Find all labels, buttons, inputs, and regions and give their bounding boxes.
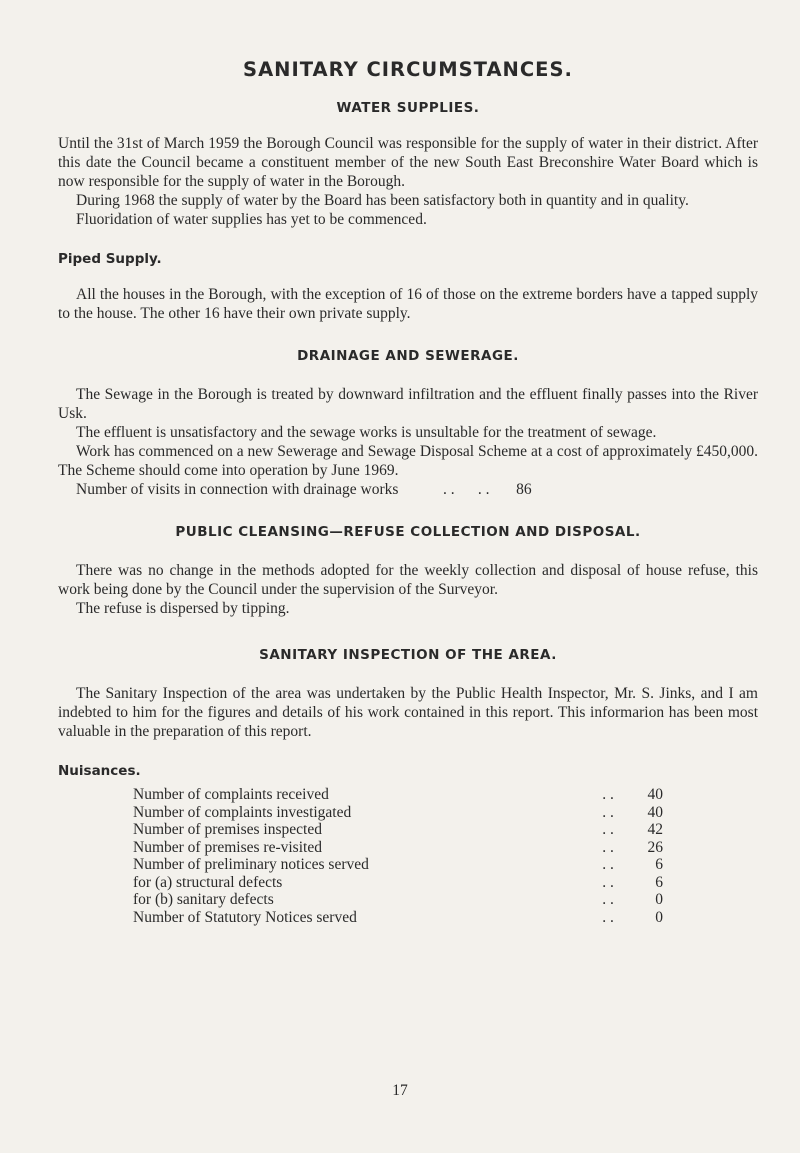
- nuisance-dots: . .: [602, 908, 614, 926]
- inspection-paragraph: The Sanitary Inspection of the area was undertaken by the Public Health Inspector, Mr. S. Jinks, and I am indebted to him for the figures and details of his work contained in this report. This informarion has been most valuable in the preparation of this report.: [58, 685, 758, 740]
- water-paragraph-3: Fluoridation of water supplies has yet to be commenced.: [76, 211, 427, 228]
- drainage-visits-dots: . . . .: [443, 481, 490, 498]
- nuisance-dots: . .: [602, 838, 614, 856]
- nuisances-table: [133, 786, 663, 926]
- nuisance-dots: . .: [602, 821, 614, 838]
- nuisance-dots: . .: [602, 803, 614, 821]
- drainage-visits-label: Number of visits in connection with drainage works: [76, 481, 399, 498]
- nuisance-dots: . .: [602, 856, 614, 873]
- nuisance-value: 40: [647, 803, 663, 821]
- nuisance-value: 42: [647, 821, 663, 838]
- sanitary-inspection-heading: SANITARY INSPECTION OF THE AREA.: [259, 647, 557, 663]
- piped-supply-heading: Piped Supply.: [58, 251, 162, 267]
- nuisance-dots: . .: [602, 786, 614, 803]
- drainage-visits-value: 86: [516, 481, 532, 498]
- drainage-paragraph-1: The Sewage in the Borough is treated by downward infiltration and the effluent finally passes into the River Usk.: [58, 386, 758, 422]
- nuisances-section: [58, 762, 758, 926]
- nuisance-row: [133, 874, 663, 892]
- drainage-paragraph-3: Work has commenced on a new Sewerage and Sewage Disposal Scheme at a cost of approximately £450,000. The Scheme should come into operation by June 1969.: [58, 443, 758, 479]
- public-cleansing-section: [58, 523, 758, 618]
- drainage-visits-line: [58, 480, 758, 499]
- nuisance-value: 0: [655, 908, 663, 926]
- nuisance-dots: . .: [602, 891, 614, 908]
- nuisance-label: Number of Statutory Notices served: [133, 908, 357, 926]
- nuisance-row: [133, 804, 663, 822]
- nuisance-row: [133, 909, 663, 927]
- nuisance-label: for (b) sanitary defects: [133, 891, 274, 908]
- nuisance-row: [133, 821, 663, 839]
- nuisance-label: Number of complaints investigated: [133, 803, 352, 821]
- nuisance-row: [133, 891, 663, 909]
- cleansing-paragraph-2: The refuse is dispersed by tipping.: [76, 600, 290, 617]
- nuisance-label: Number of premises re-visited: [133, 838, 322, 856]
- nuisance-row: [133, 786, 663, 804]
- nuisances-heading: Nuisances.: [58, 763, 141, 779]
- nuisance-label: Number of preliminary notices served: [133, 856, 369, 873]
- piped-supply-paragraph: All the houses in the Borough, with the exception of 16 of those on the extreme borders have a tapped supply to the house. The other 16 have their own private supply.: [58, 286, 758, 322]
- nuisance-value: 6: [655, 873, 663, 891]
- cleansing-paragraph-1: There was no change in the methods adopted for the weekly collection and disposal of house refuse, this work being done by the Council under the supervision of the Surveyor.: [58, 562, 758, 598]
- public-cleansing-heading: PUBLIC CLEANSING—REFUSE COLLECTION AND DISPOSAL.: [175, 524, 641, 540]
- water-supplies-section: [58, 99, 758, 323]
- drainage-heading: DRAINAGE AND SEWERAGE.: [297, 348, 519, 364]
- nuisance-value: 40: [647, 786, 663, 803]
- nuisance-label: Number of premises inspected: [133, 821, 322, 838]
- sanitary-inspection-section: [58, 646, 758, 741]
- water-paragraph-1: Until the 31st of March 1959 the Borough Council was responsible for the supply of water in their district. After this date the Council became a constituent member of the new South East Breconshire Water Board which is now responsible for the supply of water in the Borough.: [58, 135, 758, 190]
- water-supplies-heading: WATER SUPPLIES.: [336, 100, 480, 116]
- drainage-paragraph-2: The effluent is unsatisfactory and the sewage works is unsultable for the treatment of sewage.: [76, 424, 657, 441]
- nuisance-value: 6: [655, 856, 663, 873]
- drainage-section: [58, 347, 758, 499]
- nuisance-dots: . .: [602, 873, 614, 891]
- nuisance-value: 0: [655, 891, 663, 908]
- water-paragraph-2: During 1968 the supply of water by the Board has been satisfactory both in quantity and in quality.: [76, 192, 689, 209]
- nuisance-row: [133, 839, 663, 857]
- nuisance-label: Number of complaints received: [133, 786, 329, 803]
- page-number: 17: [392, 1082, 408, 1099]
- nuisance-row: [133, 856, 663, 874]
- page-title: SANITARY CIRCUMSTANCES.: [243, 58, 573, 81]
- nuisance-value: 26: [647, 838, 663, 856]
- nuisance-label: for (a) structural defects: [133, 873, 283, 891]
